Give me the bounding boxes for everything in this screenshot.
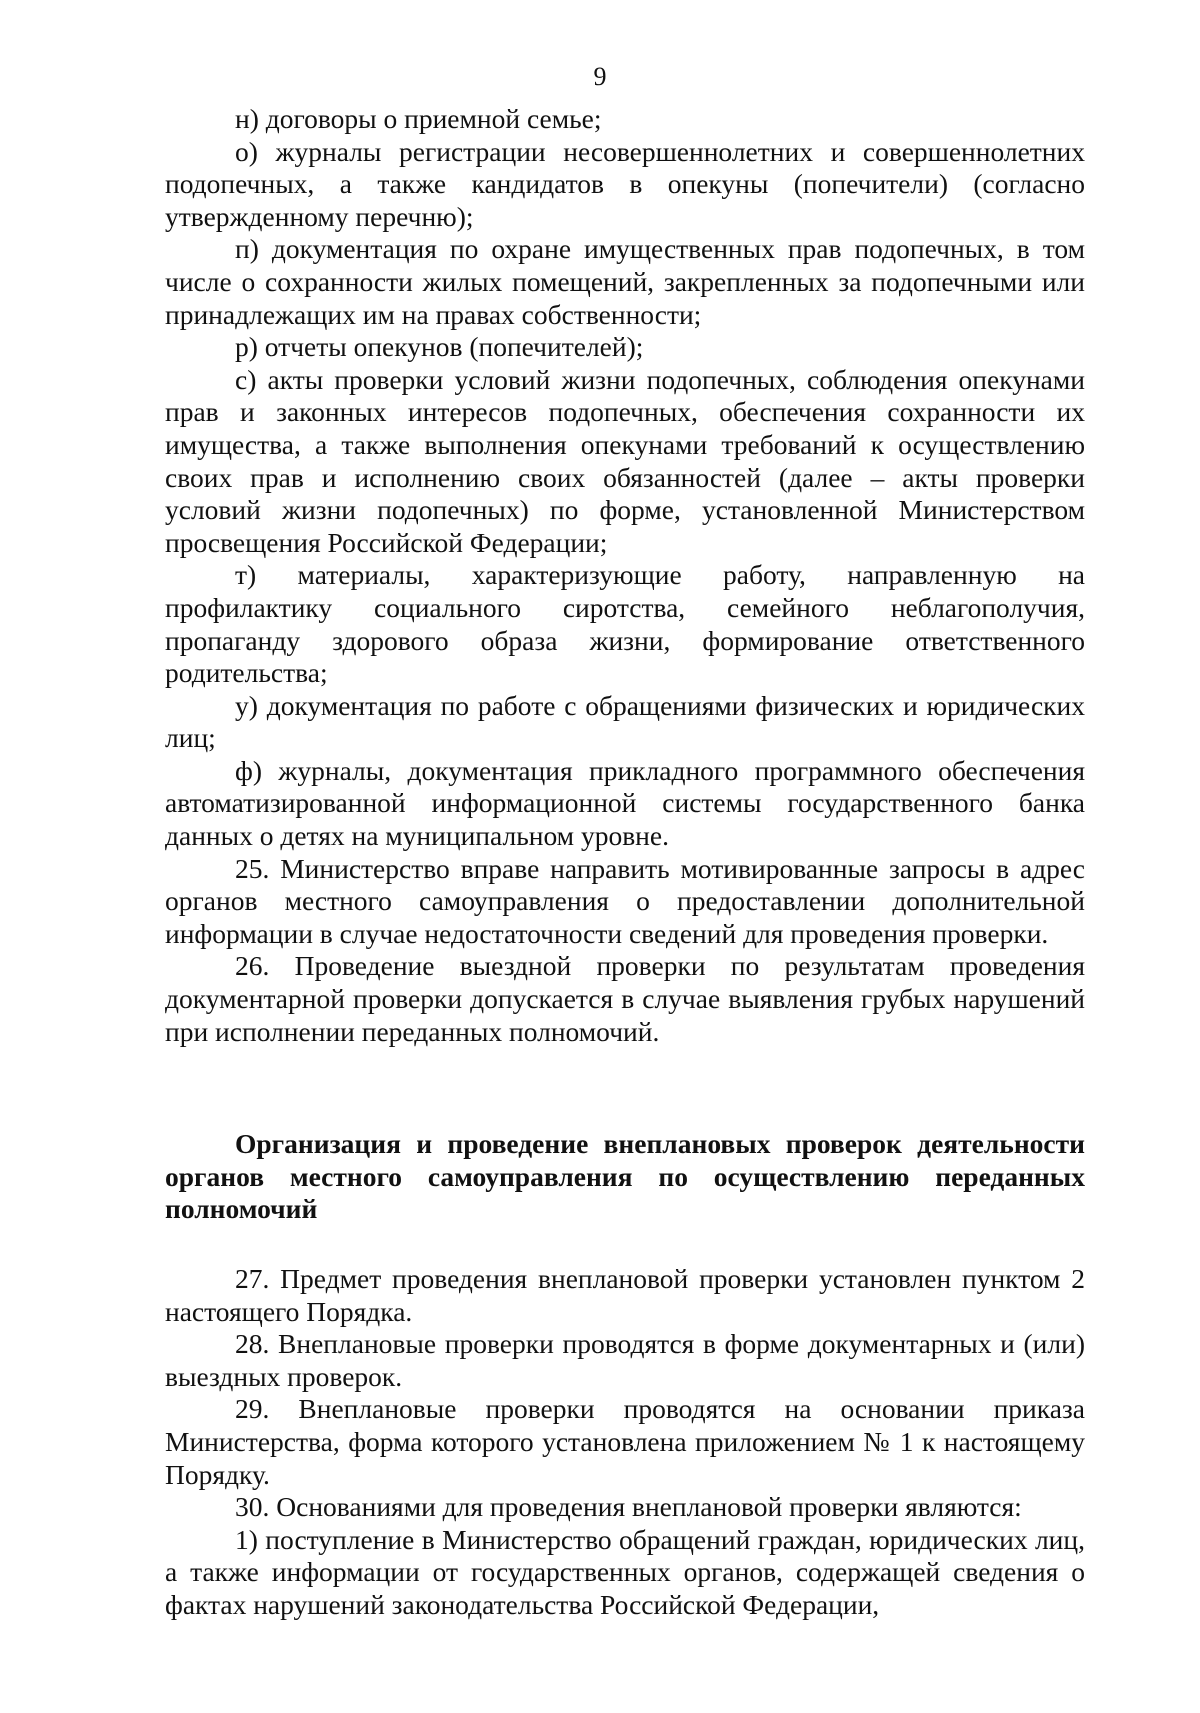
paragraph-n: н) договоры о приемной семье;: [235, 103, 602, 134]
paragraph-26: 26. Проведение выездной проверки по результатам проведения документарной проверки допускается в случае выявления грубых нарушений при исполнении переданных полномочий.: [165, 950, 1085, 1047]
paragraph-30-1: 1) поступление в Министерство обращений граждан, юридических лиц, а также информации от государственных органов, содержащей сведения о фактах нарушений законодательства Российской Федерации,: [165, 1523, 1085, 1620]
paragraph-s: с) акты проверки условий жизни подопечных, соблюдения опекунами прав и законных интересов подопечных, обеспечения сохранности их имущества, а также выполнения опекунами требований к осуществлению своих прав и исполнению своих обязанностей (далее – акты проверки условий жизни подопечных) по форме, установленной Министерством просвещения Российской Федерации;: [165, 363, 1085, 558]
paragraph-u: у) документация по работе с обращениями физических и юридических лиц;: [165, 689, 1085, 754]
paragraph-27: 27. Предмет проведения внеплановой проверки установлен пунктом 2 настоящего Порядка.: [165, 1263, 1085, 1327]
paragraph-f: ф) журналы, документация прикладного программного обеспечения автоматизированной информационной системы государственного банка данных о детях на муниципальном уровне.: [165, 754, 1085, 852]
body-text-top: [165, 103, 1085, 1048]
body-text-bottom: [165, 1263, 1085, 1622]
paragraph-o: о) журналы регистрации несовершеннолетних и совершеннолетних подопечных, а также кандидатов в опекуны (попечители) (согласно утвержденному перечню);: [165, 135, 1085, 232]
paragraph-25: 25. Министерство вправе направить мотивированные запросы в адрес органов местного самоуправления о предоставлении дополнительной информации в случае недостаточности сведений для проведения проверки.: [165, 852, 1085, 949]
paragraph-t: т) материалы, характеризующие работу, направленную на профилактику социального сиротства, семейного неблагополучия, пропаганду здорового образа жизни, формирование ответственного родительства;: [165, 559, 1085, 689]
page-number: 9: [593, 62, 607, 91]
paragraph-p: п) документация по охране имущественных прав подопечных, в том числе о сохранности жилых помещений, закрепленных за подопечными или принадлежащих им на правах собственности;: [165, 233, 1085, 330]
paragraph-28: 28. Внеплановые проверки проводятся в форме документарных и (или) выездных проверок.: [165, 1328, 1085, 1392]
paragraph-r: р) отчеты опекунов (попечителей);: [235, 331, 644, 363]
paragraph-30: 30. Основаниями для проведения внеплановой проверки являются:: [235, 1491, 1022, 1523]
section-heading: Организация и проведение внеплановых проверок деятельности органов местного самоуправления по осуществлению переданных полномочий: [165, 1128, 1085, 1225]
paragraph-29: 29. Внеплановые проверки проводятся на основании приказа Министерства, форма которого установлена приложением № 1 к настоящему Порядку.: [165, 1393, 1085, 1490]
